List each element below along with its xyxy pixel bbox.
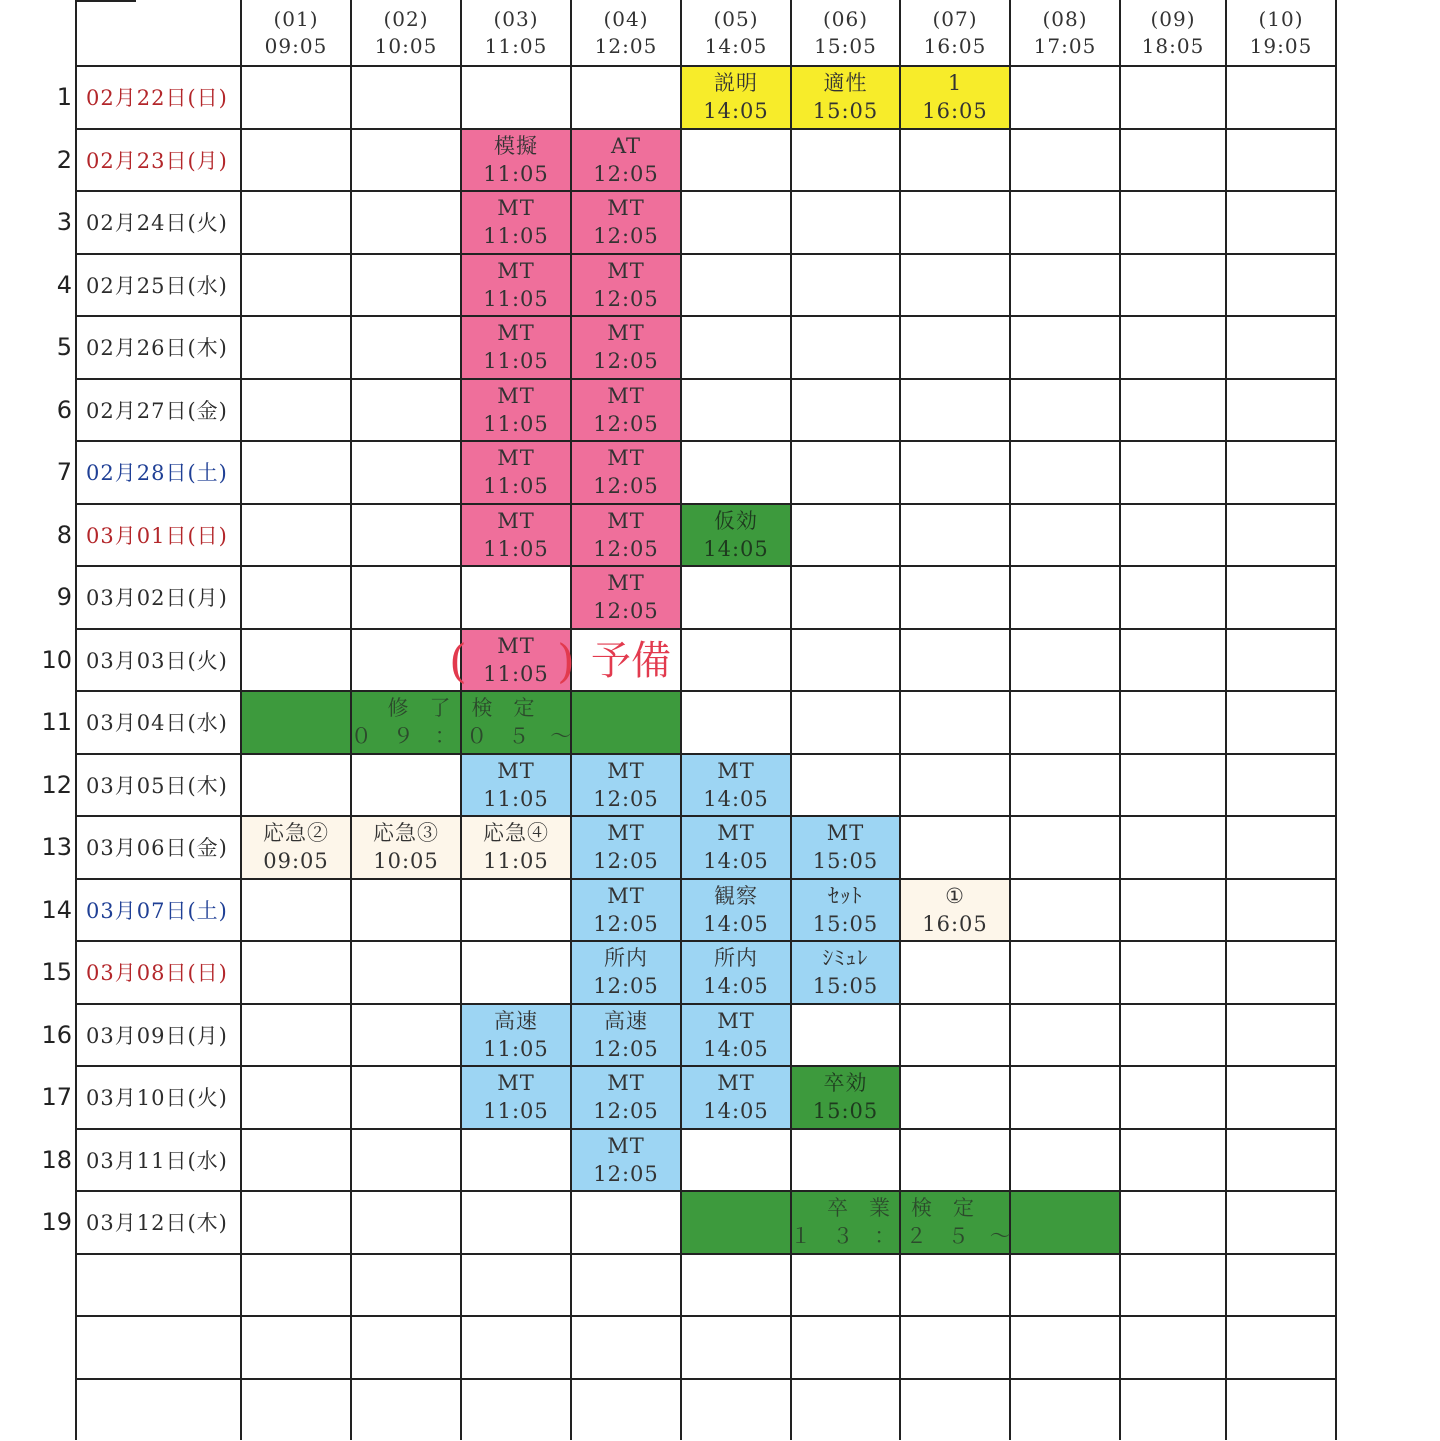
lesson-cell[interactable] bbox=[571, 1066, 681, 1129]
period-header bbox=[681, 2, 791, 64]
lesson-label: MT bbox=[607, 757, 645, 785]
lesson-label: MT bbox=[827, 819, 865, 847]
row-date: 03月01日(日) bbox=[76, 504, 241, 567]
grid-line-horizontal bbox=[76, 190, 1336, 192]
grid-line-horizontal bbox=[76, 0, 136, 2]
row-date bbox=[76, 1379, 241, 1441]
grid-line-horizontal bbox=[76, 878, 1336, 880]
grid-line-horizontal bbox=[76, 1378, 1336, 1380]
period-number: (08) bbox=[1042, 6, 1087, 33]
lesson-label: MT bbox=[607, 257, 645, 285]
lesson-label: ｼﾐｭﾚ bbox=[823, 944, 869, 972]
period-time: 18:05 bbox=[1142, 33, 1205, 60]
period-number: (07) bbox=[932, 6, 977, 33]
lesson-label: MT bbox=[497, 507, 535, 535]
row-date: 03月06日(金) bbox=[76, 816, 241, 879]
row-date: 03月09日(月) bbox=[76, 1004, 241, 1067]
row-date: 02月24日(火) bbox=[76, 191, 241, 254]
lesson-label: ｾｯﾄ bbox=[828, 882, 863, 910]
period-time: 16:05 bbox=[924, 33, 987, 60]
row-date: 03月03日(火) bbox=[76, 629, 241, 692]
exam-span-label bbox=[681, 1191, 1120, 1254]
period-header bbox=[1120, 2, 1226, 64]
lesson-cell[interactable] bbox=[571, 191, 681, 254]
row-number: 5 bbox=[38, 316, 76, 379]
grid-line-horizontal bbox=[76, 440, 1336, 442]
lesson-label: 卒効 bbox=[824, 1069, 868, 1097]
exam-title: 卒 業 検 定 bbox=[827, 1194, 974, 1222]
lesson-cell[interactable] bbox=[681, 504, 791, 567]
period-header bbox=[571, 2, 681, 64]
lesson-cell[interactable] bbox=[571, 316, 681, 379]
lesson-time: 12:05 bbox=[593, 410, 659, 438]
lesson-cell[interactable] bbox=[461, 504, 571, 567]
grid-line-horizontal bbox=[76, 253, 1336, 255]
lesson-cell[interactable] bbox=[791, 816, 900, 879]
exam-start-time: １ ３ ： ２ ５ ～ bbox=[790, 1222, 1011, 1250]
lesson-time: 12:05 bbox=[593, 597, 659, 625]
lesson-cell[interactable] bbox=[571, 129, 681, 192]
lesson-time: 14:05 bbox=[703, 910, 769, 938]
lesson-label: 説明 bbox=[714, 69, 758, 97]
period-header bbox=[461, 2, 571, 64]
lesson-cell[interactable] bbox=[461, 254, 571, 317]
grid-line-horizontal bbox=[76, 628, 1336, 630]
lesson-cell[interactable] bbox=[461, 629, 571, 692]
lesson-time: 11:05 bbox=[483, 285, 549, 313]
lesson-label: MT bbox=[497, 382, 535, 410]
lesson-label: 応急④ bbox=[483, 819, 549, 847]
period-time: 19:05 bbox=[1250, 33, 1313, 60]
lesson-label: MT bbox=[717, 757, 755, 785]
row-date bbox=[76, 1254, 241, 1317]
lesson-label: MT bbox=[607, 444, 645, 472]
lesson-time: 15:05 bbox=[813, 910, 879, 938]
row-date: 02月22日(日) bbox=[76, 66, 241, 129]
lesson-label: 所内 bbox=[714, 944, 758, 972]
grid-line-horizontal bbox=[76, 378, 1336, 380]
row-number: 10 bbox=[38, 629, 76, 692]
grid-line-vertical bbox=[1225, 0, 1227, 1440]
lesson-cell[interactable] bbox=[571, 566, 681, 629]
lesson-cell[interactable] bbox=[791, 879, 900, 942]
lesson-label: MT bbox=[607, 882, 645, 910]
lesson-label: 模擬 bbox=[494, 132, 538, 160]
lesson-time: 14:05 bbox=[703, 847, 769, 875]
handwritten-reserve-note: 予備 bbox=[591, 631, 671, 691]
period-time: 15:05 bbox=[814, 33, 877, 60]
lesson-cell[interactable] bbox=[461, 316, 571, 379]
lesson-cell[interactable] bbox=[571, 379, 681, 442]
exam-title: 修 了 検 定 bbox=[388, 694, 535, 722]
lesson-cell[interactable] bbox=[681, 66, 791, 129]
lesson-time: 11:05 bbox=[483, 1035, 549, 1063]
lesson-time: 11:05 bbox=[483, 535, 549, 563]
lesson-time: 12:05 bbox=[593, 1160, 659, 1188]
row-number: 18 bbox=[38, 1129, 76, 1192]
row-date: 03月04日(水) bbox=[76, 691, 241, 754]
row-number: 17 bbox=[38, 1066, 76, 1129]
lesson-label: 観察 bbox=[714, 882, 758, 910]
lesson-cell[interactable] bbox=[681, 1066, 791, 1129]
grid-line-horizontal bbox=[76, 565, 1336, 567]
period-header bbox=[1010, 2, 1120, 64]
period-number: (04) bbox=[603, 6, 648, 33]
row-date: 02月26日(木) bbox=[76, 316, 241, 379]
row-date: 03月08日(日) bbox=[76, 941, 241, 1004]
lesson-label: MT bbox=[607, 194, 645, 222]
period-number: (05) bbox=[713, 6, 758, 33]
lesson-time: 11:05 bbox=[483, 660, 549, 688]
lesson-time: 11:05 bbox=[483, 347, 549, 375]
lesson-label: 仮効 bbox=[714, 507, 758, 535]
period-number: (02) bbox=[383, 6, 428, 33]
lesson-label: MT bbox=[607, 569, 645, 597]
lesson-time: 15:05 bbox=[813, 847, 879, 875]
lesson-cell[interactable] bbox=[461, 754, 571, 817]
lesson-time: 09:05 bbox=[263, 847, 329, 875]
period-number: (01) bbox=[273, 6, 318, 33]
row-number: 6 bbox=[38, 379, 76, 442]
grid-line-horizontal bbox=[76, 1128, 1336, 1130]
grid-line-horizontal bbox=[76, 128, 1336, 130]
lesson-label: AT bbox=[611, 132, 641, 160]
lesson-time: 12:05 bbox=[593, 535, 659, 563]
lesson-label: MT bbox=[607, 319, 645, 347]
lesson-cell[interactable] bbox=[791, 66, 900, 129]
row-date: 03月02日(月) bbox=[76, 566, 241, 629]
period-number: (10) bbox=[1258, 6, 1303, 33]
lesson-cell[interactable] bbox=[681, 754, 791, 817]
row-date: 02月23日(月) bbox=[76, 129, 241, 192]
lesson-time: 14:05 bbox=[703, 1035, 769, 1063]
lesson-cell[interactable] bbox=[571, 1129, 681, 1192]
period-number: (03) bbox=[493, 6, 538, 33]
lesson-label: 高速 bbox=[494, 1007, 538, 1035]
grid-line-vertical bbox=[1335, 0, 1337, 1440]
row-number bbox=[38, 1254, 76, 1317]
lesson-cell[interactable] bbox=[571, 504, 681, 567]
lesson-label: MT bbox=[497, 194, 535, 222]
row-number: 3 bbox=[38, 191, 76, 254]
lesson-cell[interactable] bbox=[681, 941, 791, 1004]
handwritten-paren-left: ( bbox=[449, 631, 467, 691]
row-number bbox=[38, 1379, 76, 1441]
lesson-label: MT bbox=[497, 257, 535, 285]
lesson-label: MT bbox=[497, 444, 535, 472]
period-time: 11:05 bbox=[485, 33, 548, 60]
lesson-label: 高速 bbox=[604, 1007, 648, 1035]
lesson-label: MT bbox=[607, 382, 645, 410]
period-time: 12:05 bbox=[595, 33, 658, 60]
grid-line-horizontal bbox=[76, 315, 1336, 317]
lesson-time: 11:05 bbox=[483, 472, 549, 500]
lesson-cell[interactable] bbox=[900, 66, 1010, 129]
grid-line-horizontal bbox=[76, 940, 1336, 942]
period-header bbox=[900, 2, 1010, 64]
lesson-time: 10:05 bbox=[373, 847, 439, 875]
lesson-label: MT bbox=[607, 507, 645, 535]
row-number: 2 bbox=[38, 129, 76, 192]
row-number: 4 bbox=[38, 254, 76, 317]
lesson-cell[interactable] bbox=[791, 941, 900, 1004]
row-date: 02月28日(土) bbox=[76, 441, 241, 504]
period-number: (09) bbox=[1150, 6, 1195, 33]
period-header bbox=[351, 2, 461, 64]
lesson-time: 15:05 bbox=[813, 97, 879, 125]
row-date: 03月12日(木) bbox=[76, 1191, 241, 1254]
lesson-cell[interactable] bbox=[461, 1004, 571, 1067]
row-number: 15 bbox=[38, 941, 76, 1004]
grid-line-horizontal bbox=[76, 1003, 1336, 1005]
lesson-label: MT bbox=[607, 1132, 645, 1160]
row-number bbox=[38, 1316, 76, 1379]
grid-line-horizontal bbox=[76, 503, 1336, 505]
lesson-cell[interactable] bbox=[571, 754, 681, 817]
lesson-label: MT bbox=[497, 1069, 535, 1097]
lesson-time: 11:05 bbox=[483, 160, 549, 188]
period-time: 10:05 bbox=[375, 33, 438, 60]
lesson-cell[interactable] bbox=[571, 441, 681, 504]
lesson-cell[interactable] bbox=[241, 816, 351, 879]
lesson-cell[interactable] bbox=[461, 816, 571, 879]
lesson-time: 14:05 bbox=[703, 1097, 769, 1125]
handwritten-paren-right: ) bbox=[557, 631, 575, 691]
row-number: 14 bbox=[38, 879, 76, 942]
lesson-cell[interactable] bbox=[571, 816, 681, 879]
row-number: 7 bbox=[38, 441, 76, 504]
row-number: 13 bbox=[38, 816, 76, 879]
row-date: 03月11日(水) bbox=[76, 1129, 241, 1192]
row-date: 03月10日(火) bbox=[76, 1066, 241, 1129]
period-header bbox=[791, 2, 900, 64]
lesson-time: 12:05 bbox=[593, 1097, 659, 1125]
lesson-time: 12:05 bbox=[593, 847, 659, 875]
row-number: 12 bbox=[38, 754, 76, 817]
lesson-label: 応急② bbox=[263, 819, 329, 847]
lesson-cell[interactable] bbox=[791, 1066, 900, 1129]
lesson-label: 適性 bbox=[824, 69, 868, 97]
lesson-cell[interactable] bbox=[571, 254, 681, 317]
row-number: 16 bbox=[38, 1004, 76, 1067]
lesson-cell[interactable] bbox=[461, 1066, 571, 1129]
lesson-cell[interactable] bbox=[461, 129, 571, 192]
lesson-cell[interactable] bbox=[571, 879, 681, 942]
row-date: 03月05日(木) bbox=[76, 754, 241, 817]
grid-line-horizontal bbox=[76, 815, 1336, 817]
lesson-cell[interactable] bbox=[681, 816, 791, 879]
row-number: 9 bbox=[38, 566, 76, 629]
lesson-cell[interactable] bbox=[461, 379, 571, 442]
lesson-time: 14:05 bbox=[703, 785, 769, 813]
lesson-time: 15:05 bbox=[813, 972, 879, 1000]
grid-line-horizontal bbox=[76, 1065, 1336, 1067]
exam-span-label bbox=[241, 691, 681, 754]
lesson-cell[interactable] bbox=[461, 191, 571, 254]
lesson-time: 15:05 bbox=[813, 1097, 879, 1125]
lesson-time: 12:05 bbox=[593, 222, 659, 250]
lesson-time: 12:05 bbox=[593, 347, 659, 375]
row-date: 03月07日(土) bbox=[76, 879, 241, 942]
row-number: 11 bbox=[38, 691, 76, 754]
period-time: 14:05 bbox=[705, 33, 768, 60]
lesson-label: MT bbox=[497, 757, 535, 785]
lesson-time: 16:05 bbox=[922, 97, 988, 125]
lesson-time: 11:05 bbox=[483, 222, 549, 250]
lesson-label: MT bbox=[717, 819, 755, 847]
exam-start-time: ０ ９ ： ０ ５ ～ bbox=[351, 722, 572, 750]
lesson-label: MT bbox=[497, 319, 535, 347]
row-date: 02月27日(金) bbox=[76, 379, 241, 442]
period-time: 09:05 bbox=[265, 33, 328, 60]
lesson-time: 12:05 bbox=[593, 1035, 659, 1063]
row-number: 8 bbox=[38, 504, 76, 567]
lesson-label: 応急③ bbox=[373, 819, 439, 847]
lesson-cell[interactable] bbox=[461, 441, 571, 504]
lesson-time: 11:05 bbox=[483, 785, 549, 813]
lesson-time: 14:05 bbox=[703, 535, 769, 563]
lesson-cell[interactable] bbox=[681, 1004, 791, 1067]
lesson-cell[interactable] bbox=[900, 879, 1010, 942]
lesson-label: MT bbox=[717, 1007, 755, 1035]
lesson-time: 12:05 bbox=[593, 910, 659, 938]
row-date bbox=[76, 1316, 241, 1379]
lesson-time: 14:05 bbox=[703, 97, 769, 125]
period-header bbox=[1226, 2, 1336, 64]
row-number: 19 bbox=[38, 1191, 76, 1254]
lesson-label: MT bbox=[607, 819, 645, 847]
lesson-cell[interactable] bbox=[571, 1004, 681, 1067]
lesson-time: 12:05 bbox=[593, 785, 659, 813]
period-time: 17:05 bbox=[1034, 33, 1097, 60]
lesson-cell[interactable] bbox=[351, 816, 461, 879]
lesson-time: 11:05 bbox=[483, 410, 549, 438]
row-number: 1 bbox=[38, 66, 76, 129]
lesson-time: 12:05 bbox=[593, 972, 659, 1000]
row-date: 02月25日(水) bbox=[76, 254, 241, 317]
lesson-time: 12:05 bbox=[593, 472, 659, 500]
period-header bbox=[241, 2, 351, 64]
lesson-label: MT bbox=[717, 1069, 755, 1097]
lesson-time: 11:05 bbox=[483, 1097, 549, 1125]
lesson-time: 11:05 bbox=[483, 847, 549, 875]
period-number: (06) bbox=[823, 6, 868, 33]
lesson-label: 1 bbox=[948, 69, 962, 97]
grid-line-horizontal bbox=[76, 65, 1336, 67]
lesson-label: 所内 bbox=[604, 944, 648, 972]
lesson-time: 16:05 bbox=[922, 910, 988, 938]
lesson-time: 14:05 bbox=[703, 972, 769, 1000]
lesson-cell[interactable] bbox=[681, 879, 791, 942]
lesson-label: MT bbox=[607, 1069, 645, 1097]
lesson-cell[interactable] bbox=[571, 941, 681, 1004]
lesson-time: 12:05 bbox=[593, 285, 659, 313]
lesson-label: MT bbox=[497, 632, 535, 660]
lesson-time: 12:05 bbox=[593, 160, 659, 188]
lesson-label: ① bbox=[945, 882, 965, 910]
grid-line-horizontal bbox=[76, 1315, 1336, 1317]
